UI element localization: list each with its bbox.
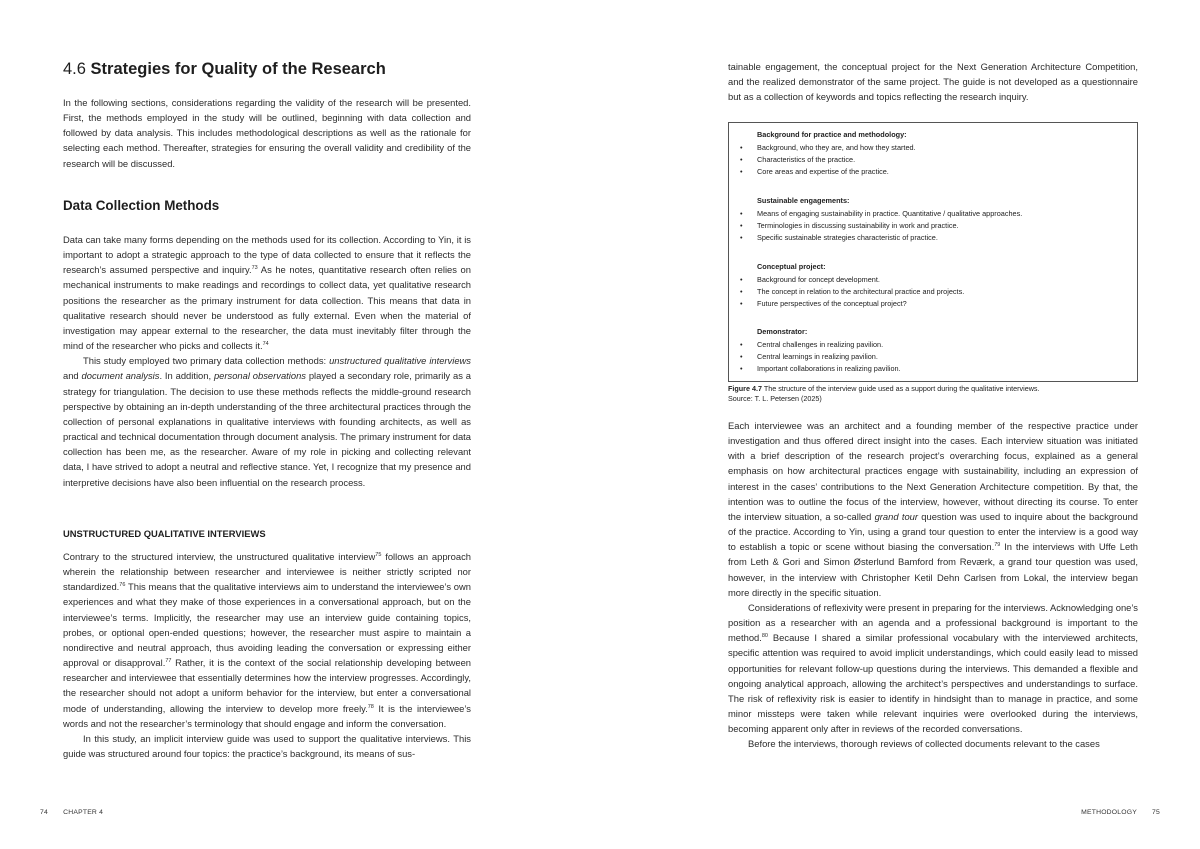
guide-item: • Means of engaging sustainability in practice. Quantitative / qualitative approaches. bbox=[740, 209, 1023, 218]
footnote-ref[interactable]: 78 bbox=[367, 703, 374, 710]
page-number: 75 bbox=[1152, 809, 1160, 816]
paragraph-data-forms: Data can take many forms depending on the methods used for its collection. According to Yin, it is important to adopt a strategic approach to the type of data collected to ensure that it reflects the research’s assumed perspective and inquiry.$^{73}$ As he notes, quantitative research often relies on mechanical instruments to make readings and recordings to collect data, yet qualitative research positions the researcher as the primary instrument for data collection. This means that data in qualitative research should never be understood as fully external. Even when the material of investigation may appear external to the researcher, the data must inevitably filter through the mind of the researcher who picks and collects it.$^{74}$ bbox=[63, 234, 471, 352]
paragraph-document-review: Before the interviews, thorough reviews of collected documents relevant to the cases bbox=[748, 738, 1100, 750]
guide-item: • Terminologies in discussing sustainability in work and practice. bbox=[740, 221, 959, 231]
guide-list bbox=[729, 142, 1137, 179]
paragraph-continuation: tainable engagement, the conceptual project for the Next Generation Architecture Competition, and the realized demonstrator of the same project. The guide is not developed as a questionnaire but as a collection of keywords and topics reflecting the research inquiry. bbox=[728, 61, 1138, 103]
page-number: 74 bbox=[40, 809, 48, 816]
guide-item: • Central learnings in realizing pavilion. bbox=[740, 352, 878, 362]
guide-list bbox=[729, 208, 1137, 245]
guide-item: • Core areas and expertise of the practice. bbox=[740, 167, 889, 177]
footer-right bbox=[1081, 808, 1160, 818]
footnote-ref[interactable]: 75 bbox=[375, 552, 382, 558]
guide-item: • Central challenges in realizing pavilion. bbox=[740, 340, 884, 349]
guide-group-heading: Background for practice and methodology: bbox=[757, 130, 907, 139]
paragraph-interviewees: Each interviewee was an architect and a founding member of the respective practice under investigation and thus offered direct insight into the cases. Each interview situation was initiated with a brief description of the research project’s overarching focus, explained as a general emphasis on how architectural practices engage with sustainability, including an expression of interest in the cases’ contributions to the Next Generation Architecture competition. By that, the intention was to outline the focus of the interview, however, without directing its course. To enter the interview situation, a so-called grand tour question was used to inquire about the background of the practice. According to Yin, using a grand tour question to enter the interview is a good way to establish a topic or scene without biasing the conversation.$^{79}$ In the interviews with Uffe Leth from Leth & Gori and Simon Østerlund Bamford from Reværk, a grand tour question was used, however, in the interview with Christopher Ketil Dehn Carlsen from Lokal, the interview began more directly in the specific situation. bbox=[728, 420, 1138, 598]
paragraph-methods: This study employed two primary data collection methods: unstructured qualitative interviews and document analysis. In addition, personal observations played a secondary role, primarily as a strategy for triangulation. The decision to use these methods reflects the middle-ground research perspective by obtaining an in-depth understanding of the three architectural practices through the collection of personal explanations in qualitative interviews with founding architects, as well as practical and technical documentation through document analysis. The primary instrument for data collection has been me, as the researcher. Aware of my role in picking and collecting relevant data, I have strived to adopt a neutral and reflective stance. Yet, I recognize that my presence and interpretive decisions have also been influential on the research process. bbox=[63, 355, 471, 488]
subsubheading-interviews: UNSTRUCTURED QUALITATIVE INTERVIEWS bbox=[63, 528, 266, 539]
intro-paragraph: In the following sections, considerations regarding the validity of the research will be presented. First, the methods employed in the study will be outlined, beginning with data collection and followed by data analysis. This includes methodological descriptions as well as the rationale for selecting each method. Thereafter, strategies for ensuring the overall validity and credibility of the research will be discussed. bbox=[63, 97, 471, 169]
footnote-ref[interactable]: 77 bbox=[165, 658, 172, 665]
footnote-ref[interactable]: 73 bbox=[251, 265, 258, 272]
guide-item: • Background, who they are, and how they started. bbox=[740, 143, 916, 152]
guide-group-heading: Sustainable engagements: bbox=[757, 196, 850, 205]
footnote-ref[interactable]: 76 bbox=[119, 582, 126, 589]
running-header-section: METHODOLOGY bbox=[1081, 809, 1137, 816]
footnote-ref[interactable]: 74 bbox=[262, 341, 269, 348]
guide-list bbox=[729, 274, 1137, 311]
guide-item: • Specific sustainable strategies characteristic of practice. bbox=[740, 233, 938, 243]
interview-guide-figure bbox=[728, 122, 1138, 382]
paragraph-unstructured-interview: Contrary to the structured interview, the unstructured qualitative interview$^{75}$ follows an approach wherein the relationship between researcher and interviewee is neither strictly scripted nor standardized.$^{76}$ This means that the qualitative interviews aim to understand the interviewee’s own experiences and what they make of those experiences in a conversational approach, but on the interviewee’s terms. Implicitly, the researcher may use an interview guide containing topics, probes, or optional open-ended questions; however, the researcher must aspire to maintain a nondirective and neutral approach, thus avoiding leading the conversation or expressing either approval or disapproval.$^{77}$ Rather, it is the context of the social relationship developing between researcher and interviewee that essentially determines how the interview progresses. Accordingly, the researcher should not adopt a uniform behavior for the interview, but enter a conversational mode of understanding, allowing the interview to develop more freely.$^{78}$ It is the interviewee’s words and not the researcher’s terminology that should engage and inform the conversation. bbox=[63, 551, 472, 729]
section-title bbox=[63, 59, 386, 79]
guide-item: • Important collaborations in realizing pavilion. bbox=[740, 364, 901, 374]
section-title-text: Strategies for Quality of the Research bbox=[90, 60, 386, 78]
guide-item: • Characteristics of the practice. bbox=[740, 155, 856, 165]
left-page bbox=[63, 0, 471, 849]
guide-item: • Future perspectives of the conceptual project? bbox=[740, 299, 907, 309]
guide-list bbox=[729, 339, 1137, 376]
paragraph-reflexivity: Considerations of reflexivity were present in preparing for the interviews. Acknowledging one’s position as a researcher with an agenda and a professional background is important to the method.$^{80}$ Because I shared a similar professional vocabulary with the interviewed architects, specific attention was required to avoid implicit understandings, which could easily lead to missed opportunities for relevant follow-up questions during the interviews. This demanded a flexible and ongoing analytical approach, allowing the architect’s perspectives and understandings to surface. The risk of reflexivity risk is easier to identify in hindsight than to manage in practice, and some minor missteps were taken while relevant inquiries were overlooked during the interviews, becoming apparent only after in reviews of the recorded conversations. bbox=[728, 601, 1138, 735]
footer-left bbox=[40, 808, 103, 818]
footnote-ref[interactable]: 80 bbox=[761, 633, 768, 640]
guide-group-heading: Demonstrator: bbox=[757, 327, 808, 336]
running-header-chapter: CHAPTER 4 bbox=[63, 809, 104, 816]
guide-group-heading: Conceptual project: bbox=[757, 262, 826, 271]
guide-item: • The concept in relation to the architectural practice and projects. bbox=[740, 287, 965, 297]
subheading-data-collection: Data Collection Methods bbox=[63, 198, 220, 213]
paragraph-interview-guide: In this study, an implicit interview guide was used to support the qualitative interviews. This guide was structured around four topics: the practice’s background, its means of sus- bbox=[63, 732, 471, 760]
guide-item: • Background for concept development. bbox=[740, 275, 880, 284]
footnote-ref[interactable]: 79 bbox=[994, 542, 1001, 549]
figure-caption-text: The structure of the interview guide used as a support during the qualitative interviews. bbox=[761, 384, 1040, 393]
figure-label: Figure 4.7 bbox=[728, 384, 762, 393]
section-number: 4.6 bbox=[63, 60, 86, 78]
figure-caption bbox=[728, 384, 1138, 404]
figure-source: Source: T. L. Petersen (2025) bbox=[728, 394, 822, 403]
